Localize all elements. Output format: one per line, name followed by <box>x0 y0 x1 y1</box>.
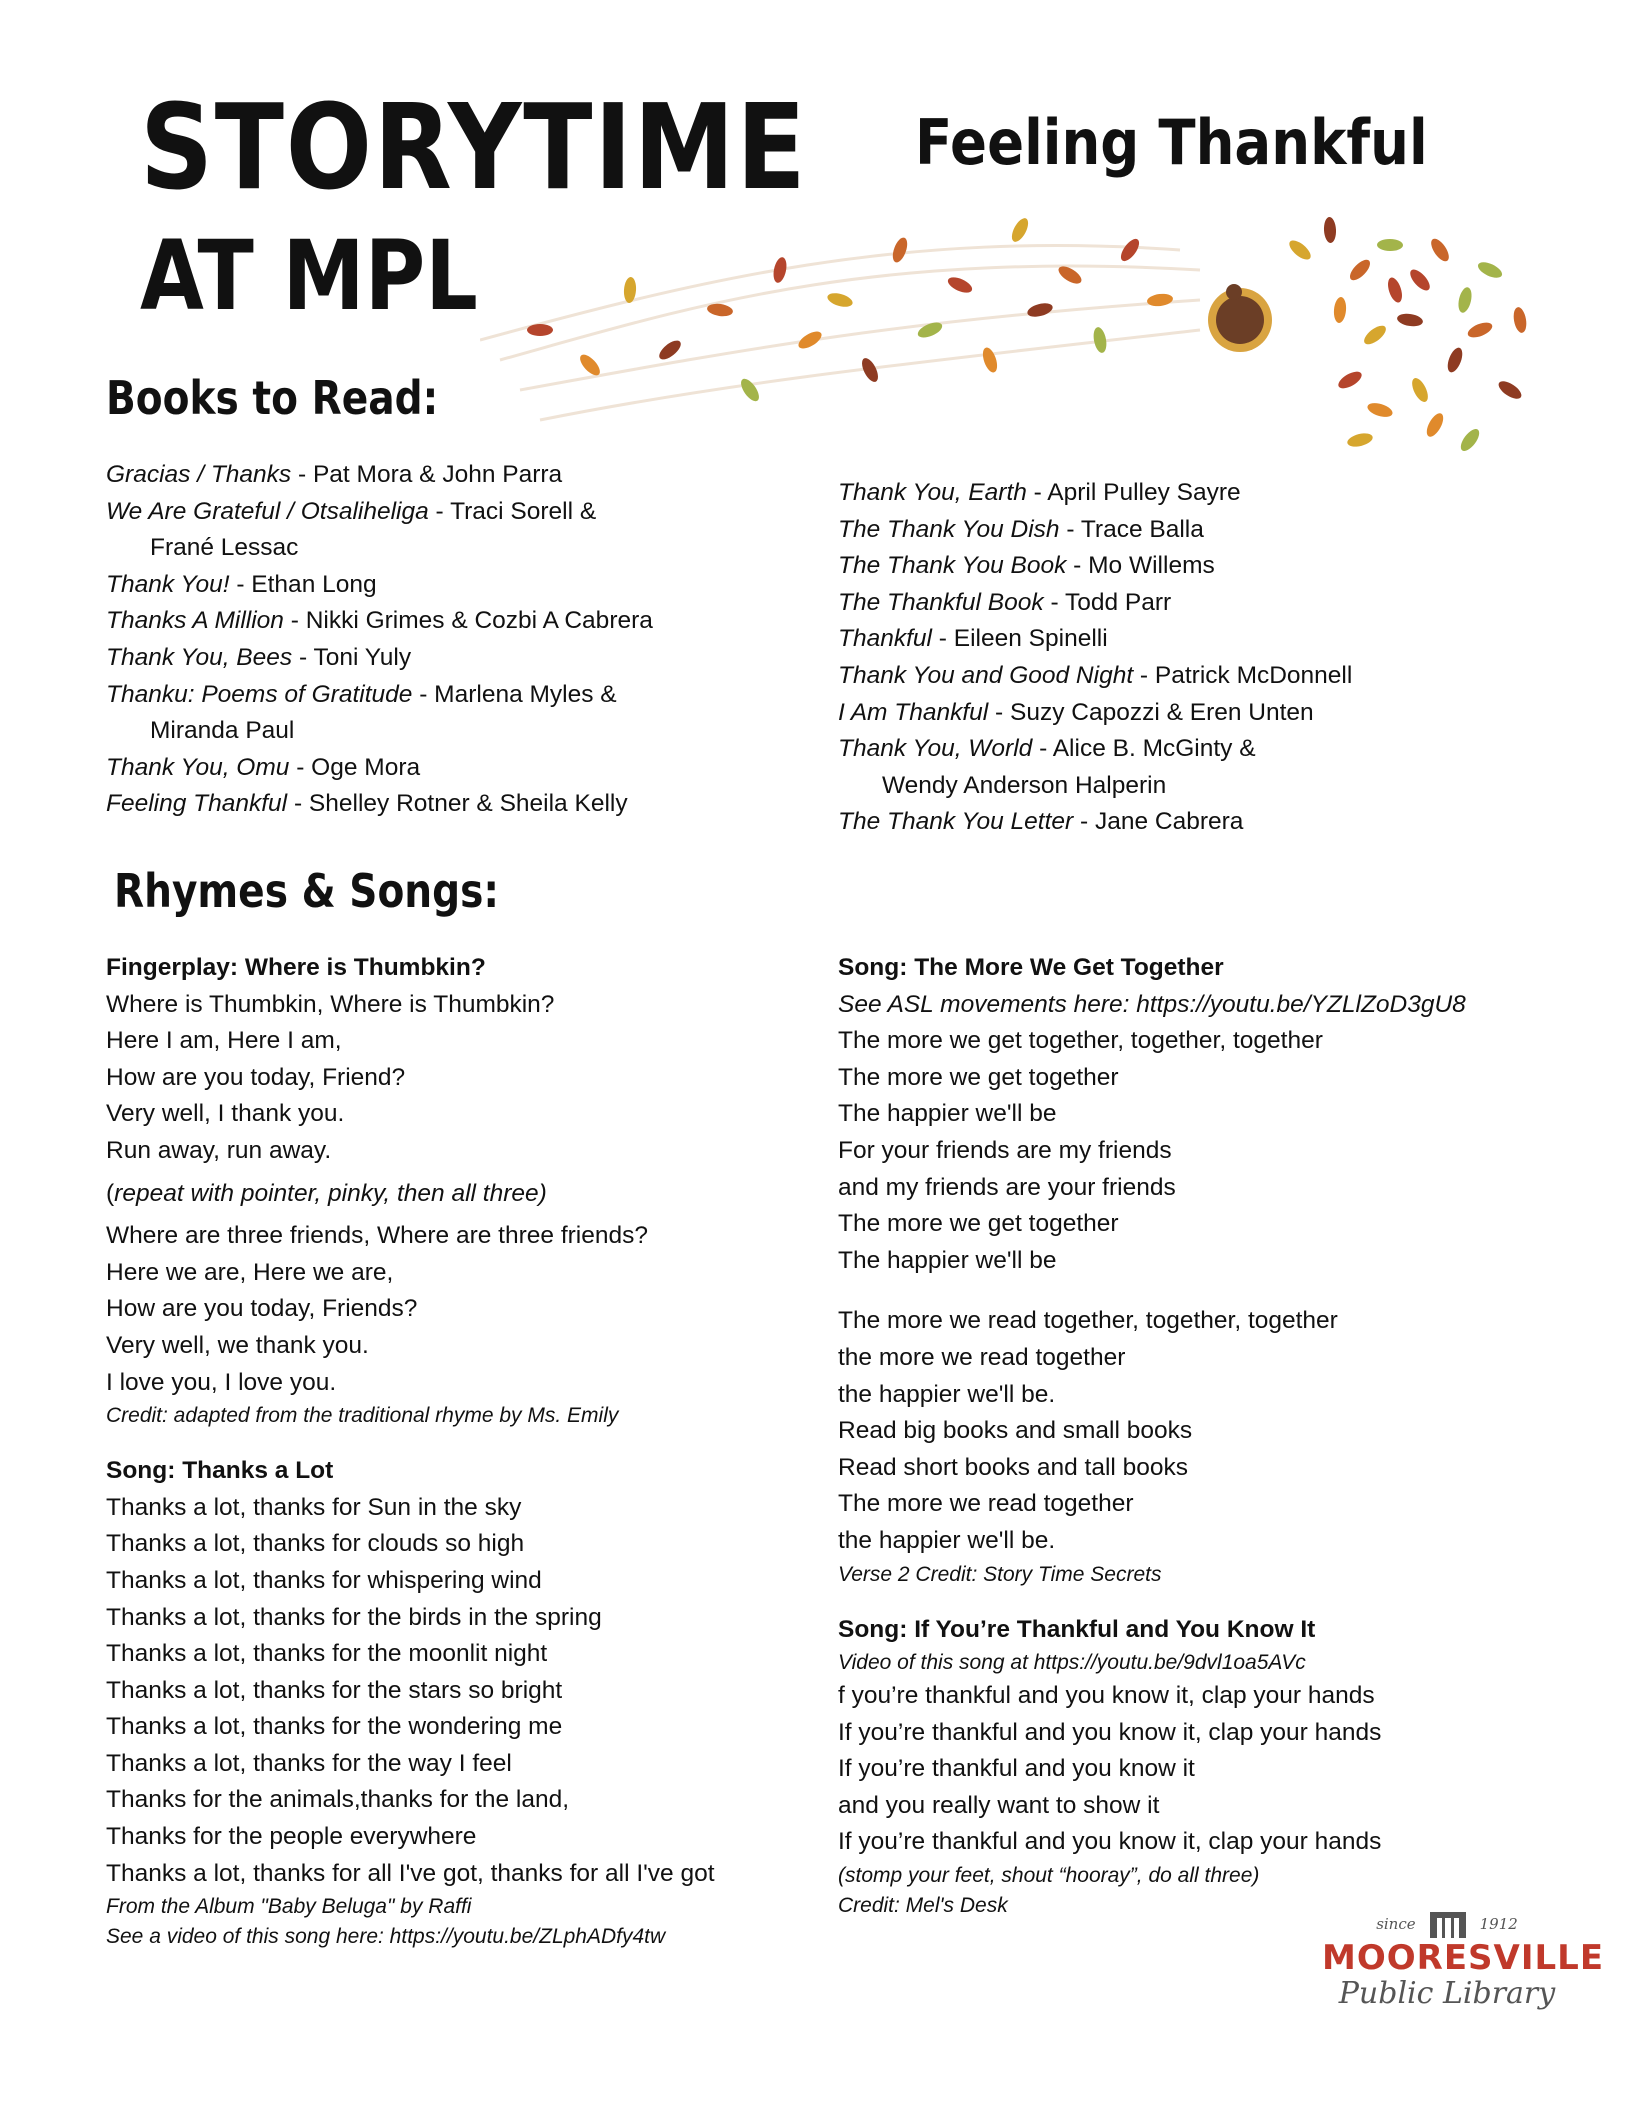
together-asl-link[interactable]: See ASL movements here: https://youtu.be/YZLlZoD3gU8 <box>838 990 1466 1018</box>
thankful-video-link[interactable]: Video of this song at https://youtu.be/9dvl1oa5AVc <box>838 1651 1306 1675</box>
book-author: - Ethan Long <box>229 570 377 598</box>
leaf-icon <box>1146 292 1173 307</box>
book-title: Thank You and Good Night <box>838 661 1134 689</box>
thumbkin-title: Fingerplay: Where is Thumbkin? <box>106 954 486 981</box>
leaf-icon <box>1428 236 1452 264</box>
lyric-line: If you’re thankful and you know it, clap your hands <box>838 1718 1382 1746</box>
lyric-line: Thanks for the people everywhere <box>106 1823 477 1851</box>
book-title: Thank You! <box>106 570 230 598</box>
book-title: Thanks A Million <box>106 607 284 635</box>
book-entry <box>838 585 1352 622</box>
book-title: Thank You, Earth <box>838 479 1027 506</box>
lyric-line: Run away, run away. <box>106 1136 332 1164</box>
together-credit: Verse 2 Credit: Story Time Secrets <box>838 1562 1162 1586</box>
book-title: Thankful <box>838 625 932 653</box>
leaf-icon <box>1347 256 1374 283</box>
together-verse-1 <box>838 1023 1466 1279</box>
leaf-icon <box>946 274 975 296</box>
thumbkin-verse-2 <box>106 1218 715 1401</box>
lyric-line: Thanks for the animals,thanks for the land, <box>106 1786 570 1814</box>
leaf-icon <box>1361 322 1389 347</box>
lyric-line: How are you today, Friends? <box>106 1295 418 1323</box>
lyric-line: f you’re thankful and you know it, clap your hands <box>838 1682 1375 1710</box>
leaf-icon <box>1512 306 1528 334</box>
leaf-icon <box>1009 216 1032 245</box>
book-author: - Shelley Rotner & Sheila Kelly <box>287 790 628 818</box>
lyric-line: Thanks a lot, thanks for the birds in the spring <box>106 1603 602 1631</box>
lyric-line: Very well, we thank you. <box>106 1331 369 1359</box>
logo-year: 1912 <box>1479 1915 1518 1933</box>
lyric-line: Very well, I thank you. <box>106 1100 345 1128</box>
leaf-icon <box>1323 217 1336 244</box>
thankful-title: Song: If You’re Thankful and You Know It <box>838 1615 1316 1643</box>
leaf-icon <box>826 291 854 310</box>
book-title: The Thank You Letter <box>838 808 1074 836</box>
leaf-icon <box>1118 236 1143 264</box>
leaf-icon <box>1366 400 1394 419</box>
leaf-icon <box>1445 346 1466 375</box>
book-title: Thanku: Poems of Gratitude <box>106 680 413 708</box>
logo-since: since <box>1376 1915 1416 1933</box>
book-author: - Traci Sorell & <box>428 497 597 525</box>
book-entry <box>106 457 653 494</box>
book-author: - Nikki Grimes & Cozbi A Cabrera <box>283 607 653 635</box>
book-title: Thank You, World <box>838 735 1033 763</box>
lyric-line: For your friends are my friends <box>838 1136 1172 1164</box>
lyric-line: the more we read together <box>838 1343 1126 1371</box>
books-list-left <box>106 457 653 823</box>
together-verse-2 <box>838 1303 1466 1559</box>
leaf-icon <box>1456 286 1474 314</box>
thumbkin-note-text: repeat with pointer, pinky, then all three) <box>114 1179 547 1207</box>
lyric-line: Here we are, Here we are, <box>106 1258 394 1286</box>
lyric-line: If you’re thankful and you know it, clap your hands <box>838 1828 1382 1856</box>
thankful-lyrics <box>838 1678 1466 1861</box>
book-entry <box>838 658 1352 695</box>
leaf-icon <box>980 346 1000 374</box>
book-author: - Marlena Myles & <box>412 680 617 708</box>
lyric-line: The more we get together <box>838 1063 1119 1091</box>
leaf-icon <box>771 256 788 284</box>
rhymes-right-column <box>838 950 1466 1921</box>
lyric-line: Where are three friends, Where are three friends? <box>106 1222 648 1250</box>
book-entry <box>838 731 1352 768</box>
leaf-icon <box>1409 376 1431 405</box>
book-entry <box>838 804 1352 841</box>
lyric-line: and you really want to show it <box>838 1791 1160 1819</box>
leaf-icon <box>1092 326 1109 354</box>
together-title: Song: The More We Get Together <box>838 954 1224 981</box>
book-author: - Trace Balla <box>1059 515 1204 543</box>
lyric-line: I love you, I love you. <box>106 1368 337 1396</box>
library-logo <box>1322 1908 1605 2012</box>
leaf-icon <box>1286 237 1314 263</box>
books-list-right <box>838 475 1352 841</box>
leaf-icon <box>1385 276 1404 304</box>
book-title: Gracias / Thanks <box>106 461 292 488</box>
book-entry <box>106 786 653 823</box>
lyric-line: Thanks a lot, thanks for the wondering me <box>106 1713 563 1741</box>
book-entry <box>838 512 1352 549</box>
book-title: Thank You, Bees <box>106 643 293 671</box>
book-title: The Thank You Dish <box>838 515 1060 543</box>
book-title: The Thank You Book <box>838 552 1067 580</box>
book-title: Thank You, Omu <box>106 753 290 781</box>
lyric-line: and my friends are your friends <box>838 1173 1176 1201</box>
lyric-line: The more we read together <box>838 1490 1134 1518</box>
book-entry <box>838 695 1352 732</box>
lyric-line: The more we get together, together, together <box>838 1027 1323 1055</box>
leaf-icon <box>656 337 684 363</box>
thanks-lyrics <box>106 1490 715 1893</box>
book-title: I Am Thankful <box>838 698 989 726</box>
lyric-line: The happier we'll be <box>838 1246 1057 1274</box>
leaf-icon <box>738 376 763 404</box>
book-author: - Suzy Capozzi & Eren Unten <box>988 698 1314 726</box>
book-author: - Oge Mora <box>289 753 421 781</box>
lyric-line: Here I am, Here I am, <box>106 1027 342 1055</box>
lyric-line: How are you today, Friend? <box>106 1063 406 1091</box>
lyric-line: The happier we'll be <box>838 1100 1057 1128</box>
book-title: We Are Grateful / Otsaliheliga <box>106 497 429 525</box>
book-author: - Pat Mora & John Parra <box>291 461 563 488</box>
building-icon <box>1428 1908 1468 1940</box>
squirrel-icon <box>1208 284 1272 352</box>
book-title: The Thankful Book <box>838 588 1044 616</box>
book-entry <box>106 677 653 714</box>
lyric-line: the happier we'll be. <box>838 1526 1056 1554</box>
thumbkin-verse-1 <box>106 987 715 1170</box>
rhymes-left-column <box>106 950 715 1952</box>
book-author: - Alice B. McGinty & <box>1032 735 1256 763</box>
books-heading: Books to Read: <box>106 371 439 425</box>
lyric-line: Read short books and tall books <box>838 1453 1189 1481</box>
book-title: Feeling Thankful <box>106 790 288 818</box>
leaf-icon <box>1457 426 1482 454</box>
thanks-credit-album: From the Album "Baby Beluga" by Raffi <box>106 1895 472 1919</box>
book-entry <box>106 494 653 531</box>
leaf-icon <box>1026 301 1054 319</box>
lyric-line: Thanks a lot, thanks for the stars so bright <box>106 1676 563 1704</box>
lyric-line: Where is Thumbkin, Where is Thumbkin? <box>106 990 555 1018</box>
book-author: - April Pulley Sayre <box>1026 479 1241 506</box>
leaf-icon <box>890 236 910 265</box>
book-entry <box>106 750 653 787</box>
lyric-line: The more we read together, together, together <box>838 1307 1338 1335</box>
leaf-icon <box>1407 266 1433 293</box>
book-author: - Mo Willems <box>1066 552 1215 580</box>
logo-subtitle: Public Library <box>1338 1976 1556 2012</box>
wind-swirls <box>480 246 1200 420</box>
thanks-title: Song: Thanks a Lot <box>106 1457 334 1485</box>
lyric-line: Read big books and small books <box>838 1417 1193 1445</box>
leaf-icon <box>1476 259 1505 281</box>
book-author: - Jane Cabrera <box>1073 808 1244 836</box>
thankful-credit: Credit: Mel's Desk <box>838 1894 1008 1918</box>
lyric-line: the happier we'll be. <box>838 1380 1056 1408</box>
book-author: - Eileen Spinelli <box>931 625 1108 653</box>
thumbkin-note <box>106 1176 715 1213</box>
lyric-line: Thanks a lot, thanks for all I've got, thanks for all I've got <box>106 1859 715 1887</box>
book-author-continued: Frané Lessac <box>150 534 299 562</box>
theme-title: Feeling Thankful <box>915 106 1428 179</box>
leaf-icon <box>1333 297 1347 324</box>
leaf-icon <box>1396 312 1424 328</box>
book-author: - Patrick McDonnell <box>1133 661 1353 689</box>
autumn-leaves-illustration <box>480 190 1560 460</box>
thankful-note: (stomp your feet, shout “hooray”, do all three) <box>838 1864 1260 1888</box>
book-author: - Toni Yuly <box>292 643 412 671</box>
book-author-continued: Miranda Paul <box>150 717 295 745</box>
lyric-line: Thanks a lot, thanks for whispering wind <box>106 1566 542 1594</box>
book-entry <box>838 475 1352 512</box>
leaf-icon <box>1496 378 1524 402</box>
lyric-line: If you’re thankful and you know it <box>838 1755 1195 1783</box>
leaf-group <box>527 216 1528 454</box>
lyric-line: The more we get together <box>838 1210 1119 1238</box>
book-author-continued: Wendy Anderson Halperin <box>882 771 1167 799</box>
rhymes-heading: Rhymes & Songs: <box>114 864 500 918</box>
leaf-icon <box>527 324 553 336</box>
leaf-icon <box>1377 239 1403 251</box>
page-subtitle: AT MPL <box>140 220 478 332</box>
lyric-line: Thanks a lot, thanks for Sun in the sky <box>106 1493 522 1521</box>
lyric-line: Thanks a lot, thanks for clouds so high <box>106 1530 525 1558</box>
thumbkin-note-paren: ( <box>106 1179 115 1207</box>
leaf-icon <box>1346 431 1374 449</box>
leaf-icon <box>1336 368 1365 391</box>
logo-name: MOORESVILLE <box>1322 1938 1605 1978</box>
leaf-icon <box>1423 411 1446 440</box>
book-entry <box>106 640 653 677</box>
book-entry <box>838 548 1352 585</box>
thanks-credit-video[interactable]: See a video of this song here: https://youtu.be/ZLphADfy4tw <box>106 1925 666 1949</box>
leaf-icon <box>1466 320 1495 341</box>
logo-top-row <box>1322 1908 1572 1940</box>
book-entry <box>838 621 1352 658</box>
page-title: STORYTIME <box>140 78 808 216</box>
lyric-line: Thanks a lot, thanks for the moonlit night <box>106 1640 548 1668</box>
book-author: - Todd Parr <box>1043 588 1172 616</box>
book-entry <box>106 567 653 604</box>
lyric-line: Thanks a lot, thanks for the way I feel <box>106 1749 512 1777</box>
thumbkin-credit: Credit: adapted from the traditional rhyme by Ms. Emily <box>106 1404 619 1428</box>
book-entry <box>106 603 653 640</box>
